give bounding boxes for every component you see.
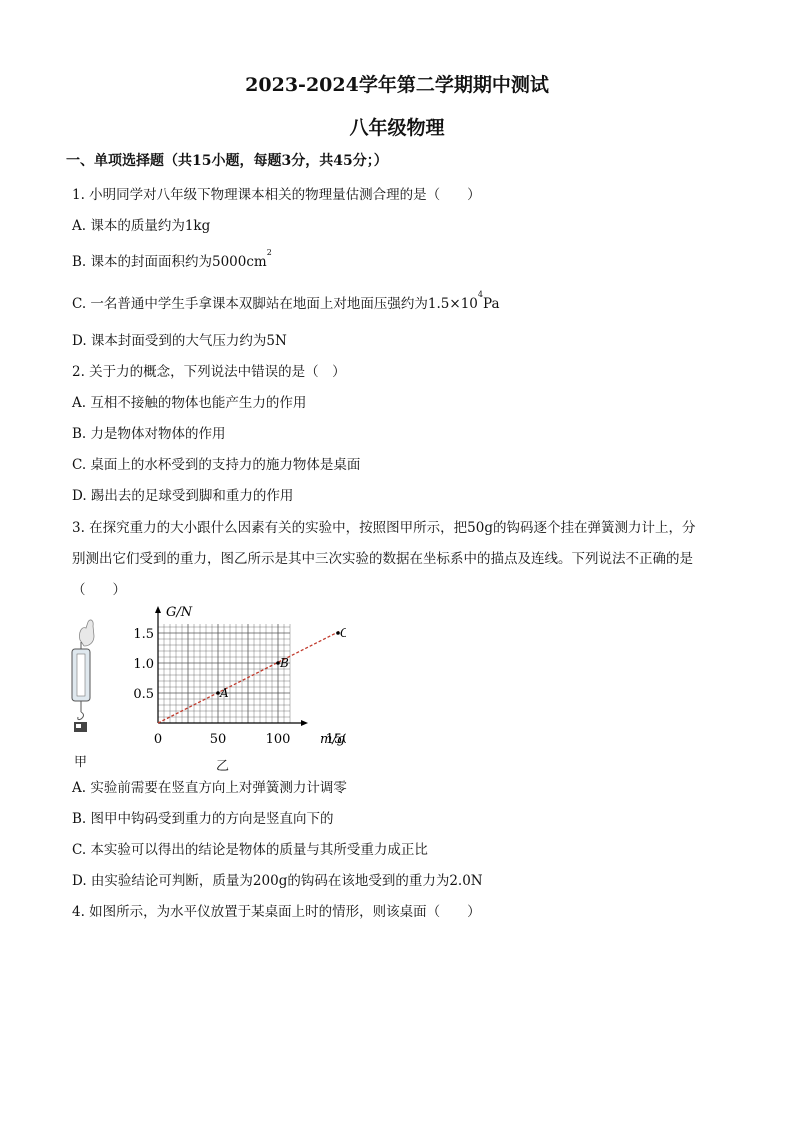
q3-option-c: C. 本实验可以得出的结论是物体的质量与其所受重力成正比 bbox=[72, 842, 428, 858]
q2-option-d: D. 踢出去的足球受到脚和重力的作用 bbox=[72, 488, 294, 504]
q1-option-b bbox=[72, 250, 272, 270]
page-title: 2023-2024学年第二学期期中测试 bbox=[245, 74, 549, 96]
q2-option-b: B. 力是物体对物体的作用 bbox=[72, 426, 226, 442]
data-point-label bbox=[340, 626, 346, 640]
q1-option-a: A. 课本的质量约为1kg bbox=[72, 218, 211, 234]
q1-stem: 1. 小明同学对八年级下物理课本相关的物理量估测合理的是（ ） bbox=[72, 187, 481, 203]
q1-option-c bbox=[72, 292, 500, 312]
x-tick-label: 50 bbox=[209, 732, 227, 747]
q1-option-d: D. 课本封面受到的大气压力约为5N bbox=[72, 333, 287, 349]
q1-option-c-text: C. 一名普通中学生手拿课本双脚站在地面上对地面压强约为1.5×10 bbox=[72, 296, 478, 312]
q3-option-a: A. 实验前需要在竖直方向上对弹簧测力计调零 bbox=[72, 780, 347, 796]
data-point-label: A bbox=[220, 686, 229, 700]
hand-icon bbox=[79, 620, 94, 646]
series-line bbox=[158, 631, 340, 723]
data-point-label: B bbox=[280, 656, 289, 670]
q3-figure bbox=[66, 602, 346, 781]
y-tick-label: 1.5 bbox=[133, 627, 154, 642]
q3-option-d: D. 由实验结论可判断，质量为200g的钩码在该地受到的重力为2.0N bbox=[72, 873, 483, 889]
q3-stem-line1: 3. 在探究重力的大小跟什么因素有关的实验中，按照图甲所示，把50g的钩码逐个挂在弹簧测力计上，分 bbox=[72, 520, 696, 536]
q2-option-a: A. 互相不接触的物体也能产生力的作用 bbox=[72, 395, 307, 411]
section-heading: 一、单项选择题（共15小题，每题3分，共45分；） bbox=[66, 153, 388, 169]
x-tick-label: 15 bbox=[325, 732, 343, 747]
fig-label-jia: 甲 bbox=[74, 755, 88, 770]
fig-label-yi: 乙 bbox=[216, 759, 230, 774]
q1-option-b-text: B. 课本的封面面积约为5000cm bbox=[72, 254, 267, 270]
q3-stem-line2: 别测出它们受到的重力，图乙所示是其中三次实验的数据在坐标系中的描点及连线。下列说法不正确的是 bbox=[72, 551, 693, 567]
gravity-mass-chart bbox=[133, 605, 346, 747]
q3-stem-line3: （ ） bbox=[72, 582, 126, 598]
q4-stem: 4. 如图所示，为水平仪放置于某桌面上时的情形，则该桌面（ ） bbox=[72, 904, 481, 920]
page-subtitle: 八年级物理 bbox=[349, 117, 445, 139]
x-axis-arrow bbox=[301, 720, 308, 726]
y-tick-label: 0.5 bbox=[133, 687, 154, 702]
q1-option-b-sup: 2 bbox=[266, 248, 272, 257]
q3-option-b: B. 图甲中钩码受到重力的方向是竖直向下的 bbox=[72, 811, 334, 827]
y-tick-label: 1.0 bbox=[133, 657, 154, 672]
y-axis-arrow bbox=[155, 606, 161, 613]
spring-scale-icon bbox=[72, 642, 90, 732]
q1-option-c-sup: 4 bbox=[477, 290, 483, 299]
x-tick-label: 100 bbox=[265, 732, 291, 747]
y-axis-label: G/N bbox=[166, 605, 193, 620]
x-tick-label: 0 bbox=[153, 732, 163, 747]
q1-option-c-unit: Pa bbox=[482, 296, 500, 312]
q2-option-c: C. 桌面上的水杯受到的支持力的施力物体是桌面 bbox=[72, 457, 361, 473]
spring-scale-figure bbox=[66, 602, 346, 777]
q2-stem: 2. 关于力的概念，下列说法中错误的是（ ） bbox=[72, 364, 346, 380]
x-axis-label: m/g bbox=[320, 732, 346, 747]
